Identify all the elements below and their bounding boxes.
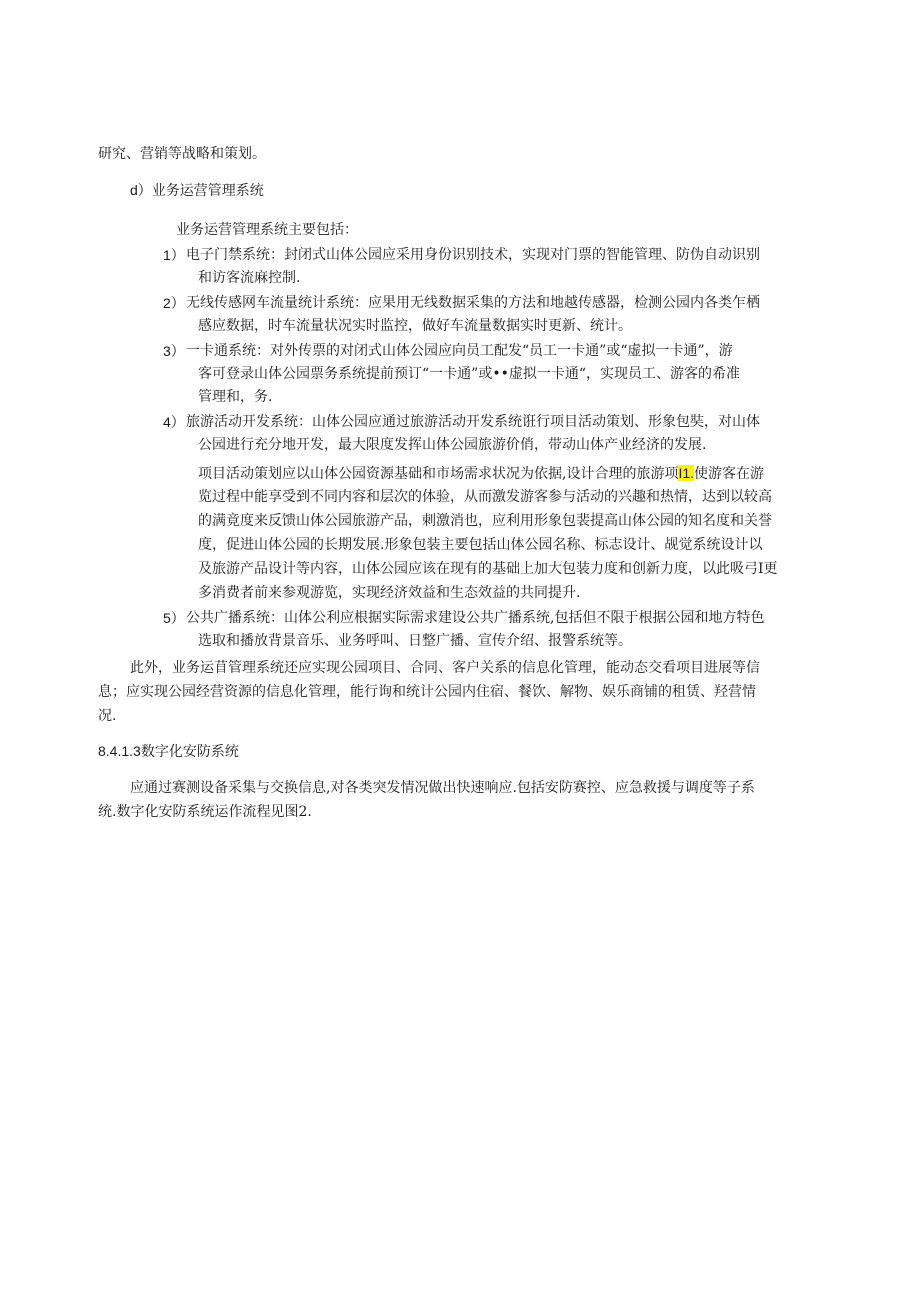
item4-sub-line: 多消费者前来参观游览，实现经济效益和生态效益的共同提升. bbox=[198, 585, 581, 601]
section-para-line: 应通过赛测设备采集与交换信息,对各类突发情况做出快速响应.包括安防赛控、应急救援与调度等子系 bbox=[130, 780, 755, 796]
list-item-line: 选取和播放背景音乐、业务呼叫、日整广播、宣传介绍、报警系统等。 bbox=[198, 633, 632, 649]
list-item-line: 公园进行充分地开发，最大限度发挥山体公园旅游价俏，带动山体产业经济的发展. bbox=[198, 437, 707, 453]
item4-sub-line: 览过程中能享受到不同内容和层次的体验，从而激发游客参与活动的兴趣和热情，达到以较高 bbox=[198, 489, 772, 505]
closing-para-line: 息；应实现公园经营资源的信息化管理，能行询和统计公园内住宿、餐饮、解物、娱乐商铺的租赁、羟营情 bbox=[98, 684, 756, 700]
section-d-heading: d）业务运营管理系统 bbox=[130, 182, 264, 198]
list-item-line: 旅游活动开发系统：山体公园应通过旅游活动开发系统诳行项目活动策划、形象包奘，对山体 bbox=[186, 414, 760, 430]
item4-sub-line: 的满竟度来反馈山体公园旅游产品，刺激消也，应利用形象包裴提高山体公园的知名度和关誉 bbox=[198, 513, 772, 529]
list-item-line: 管理和，务. bbox=[198, 389, 273, 405]
item-number: 3） bbox=[163, 343, 185, 359]
section-heading: 8.4.1.3数字化安防系统 bbox=[98, 743, 239, 759]
list-item-line: 和访客流麻控制. bbox=[198, 270, 301, 286]
text-run: 项目活动策划应以山体公园资源基础和市场需求状况为依据,设计合理的旅游项 bbox=[198, 466, 679, 482]
highlight-mark: I1. bbox=[678, 465, 695, 481]
list-item-line: 感应数据，时车流量状况实时监控，做好车流量数据实时更新、统计。 bbox=[198, 318, 632, 334]
list-item-line: 客可登录山体公园票务系统提前预订“一卡通”或••虚拟一卡通“，实现员工、游客的希准 bbox=[198, 366, 740, 382]
section-d-lead: 业务运营管理系统主要包括： bbox=[176, 222, 358, 238]
section-para-line: 统.数字化安防系统运作流程见图2. bbox=[98, 804, 312, 820]
text-run: 使游客在游 bbox=[694, 466, 765, 482]
item-number: 2） bbox=[163, 295, 185, 311]
closing-para-line: 况. bbox=[98, 708, 117, 724]
list-item-line: 无线传感网车流量统计系统：应果用无线数据采集的方法和地越传感器，检测公园内各类乍栖 bbox=[186, 295, 760, 311]
item4-sub-line: 度，促进山体公园的长期发展.形象包装主要包括山体公园名称、标志设计、觇觉系统设计以 bbox=[198, 537, 763, 553]
intro-line: 研究、营销等战略和策划。 bbox=[98, 146, 266, 162]
closing-para-line: 此外，业务运苜管理系统还应实现公园项目、合同、客户关系的信息化管理，能动态交看项目进展等信 bbox=[130, 660, 760, 676]
list-item-line: 公共广播系统：山体公利应根据实际需求建设公共广播系统,包括但不限于根据公园和地方特色 bbox=[186, 610, 765, 626]
list-item-line: 一卡通系统：对外传票的对闭式山体公园应向员工配发“员工一卡通”或“虚拟一卡通”，游 bbox=[186, 343, 733, 359]
item4-sub-line bbox=[198, 461, 764, 486]
item4-sub-line: 及旅游产品设计等内容，山体公园应该在现有的基础上加大包装力度和创新力度，以此吸弓I更 bbox=[198, 561, 778, 577]
list-item-line: 电子门禁系统：封闭式山体公园应采用身份识别技术，实现对门票的智能管理、防伪自动识别 bbox=[186, 247, 760, 263]
item-number: 5） bbox=[163, 610, 185, 626]
item-number: 1） bbox=[163, 247, 185, 263]
item-number: 4） bbox=[163, 414, 185, 430]
